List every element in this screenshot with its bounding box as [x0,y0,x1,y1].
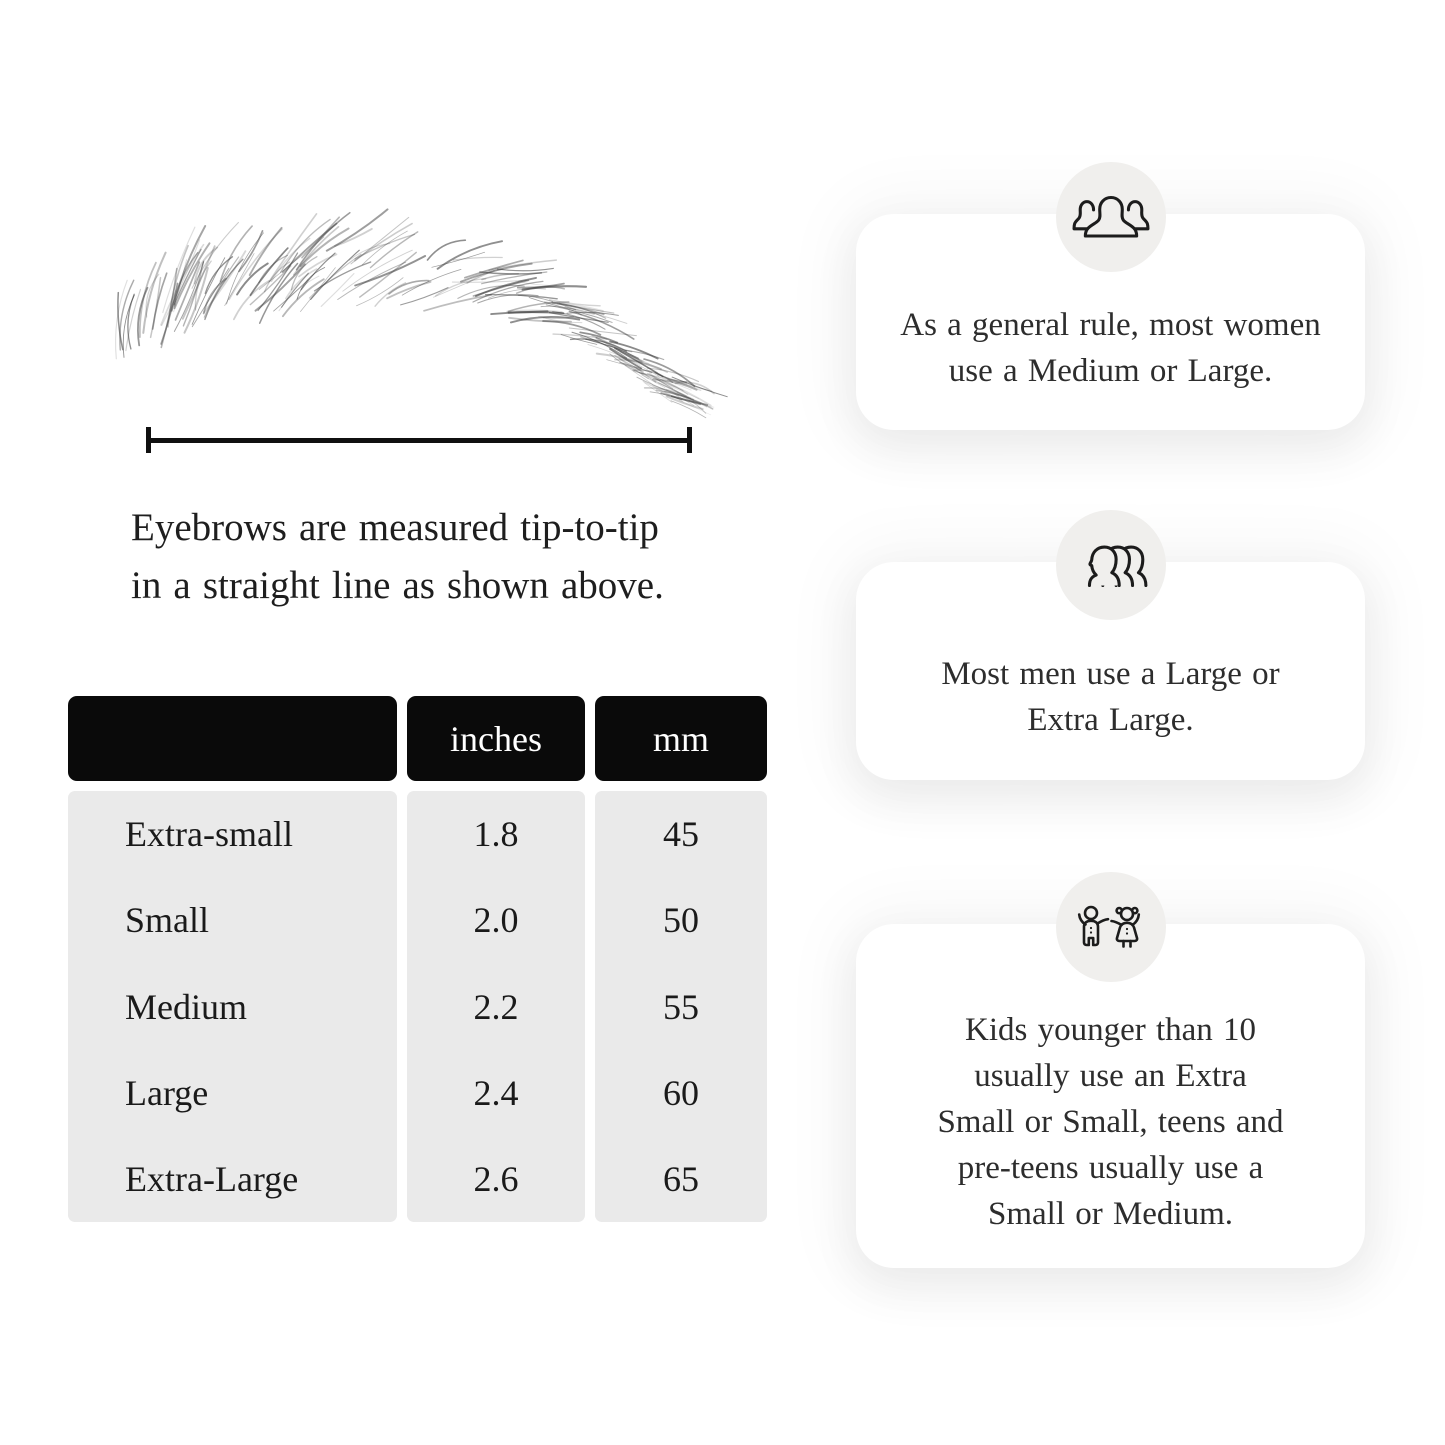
inches-value: 1.8 [473,814,519,855]
icon-circle [1056,872,1166,982]
inches-value: 2.2 [473,986,519,1027]
men-group-icon [1071,538,1151,592]
table-row [68,877,767,963]
eyebrow-illustration [112,236,702,414]
tip-line: Most men use a Large or [941,656,1280,692]
kids-icon [1070,902,1152,952]
eyebrow-sketch [112,236,702,414]
tip-line: Kids younger than 10 [965,1012,1256,1048]
size-label: Small [125,900,210,941]
inches-value: 2.4 [473,1072,519,1113]
measurement-tick-right [687,427,692,453]
table-header-inches: inches [407,696,585,781]
caption-line-1: Eyebrows are measured tip-to-tip [131,506,659,549]
icon-circle [1056,510,1166,620]
women-group-icon [1072,193,1150,241]
tip-line: Small or Small, teens and [937,1104,1284,1140]
table-row [68,791,767,877]
mm-value: 45 [663,814,699,855]
tip-card-women [856,214,1365,430]
size-label: Large [125,1072,209,1113]
measurement-tick-left [146,427,151,453]
tip-line: Extra Large. [1027,702,1194,738]
tip-line: Small or Medium. [987,1196,1234,1232]
tip-card-men [856,562,1365,780]
mm-value: 55 [663,986,699,1027]
icon-circle [1056,162,1166,272]
size-label: Extra-Large [125,1158,299,1199]
mm-value: 60 [663,1072,699,1113]
measurement-caption [131,499,751,615]
size-label: Medium [125,986,247,1027]
table-row [68,1050,767,1136]
tip-line: As a general rule, most women [900,307,1321,343]
tip-line: use a Medium or Large. [948,353,1273,389]
table-header-size [68,696,397,781]
table-rows [68,791,767,1222]
tip-line: usually use an Extra [974,1058,1247,1094]
inches-value: 2.6 [473,1158,519,1199]
inches-value: 2.0 [473,900,519,941]
table-row [68,1136,767,1222]
tip-line: pre-teens usually use a [957,1150,1264,1186]
caption-line-2: in a straight line as shown above. [131,564,664,607]
tip-card-kids [856,924,1365,1268]
table-row [68,963,767,1049]
size-label: Extra-small [125,814,293,855]
mm-value: 50 [663,900,699,941]
measurement-line-bar [146,438,692,443]
table-header-mm: mm [595,696,767,781]
mm-value: 65 [663,1158,699,1199]
